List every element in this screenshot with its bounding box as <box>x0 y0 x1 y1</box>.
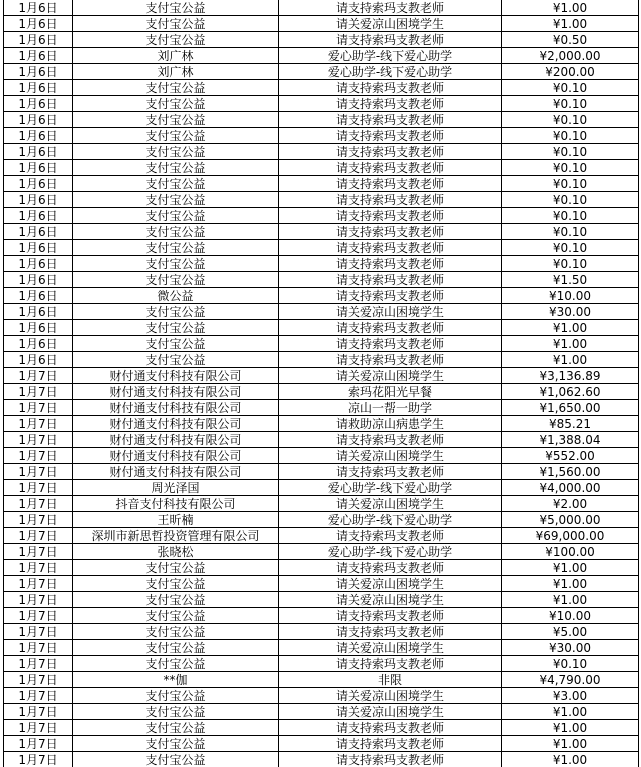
cell-donor[interactable]: 支付宝公益 <box>73 640 279 655</box>
table-row <box>4 592 639 608</box>
table-row <box>4 736 639 752</box>
cell-purpose[interactable]: 请支持索玛支教老师 <box>279 96 502 111</box>
table-row <box>4 496 639 512</box>
cell-purpose[interactable]: 请关爱凉山困境学生 <box>279 368 502 383</box>
cell-date[interactable]: 1月7日 <box>4 608 73 623</box>
cell-donor[interactable]: 支付宝公益 <box>73 624 279 639</box>
cell-donor[interactable]: 刘广林 <box>73 48 279 63</box>
cell-purpose[interactable]: 请支持索玛支教老师 <box>279 208 502 223</box>
table-row <box>4 480 639 496</box>
cell-date[interactable]: 1月6日 <box>4 224 73 239</box>
table-row <box>4 320 639 336</box>
cell-purpose[interactable]: 请支持索玛支教老师 <box>279 624 502 639</box>
table-row <box>4 48 639 64</box>
table-row <box>4 400 639 416</box>
cell-purpose[interactable]: 请支持索玛支教老师 <box>279 32 502 47</box>
cell-date[interactable]: 1月6日 <box>4 256 73 271</box>
cell-amount[interactable]: ¥4,000.00 <box>502 480 639 495</box>
cell-date[interactable]: 1月6日 <box>4 208 73 223</box>
cell-purpose[interactable]: 非限 <box>279 672 502 687</box>
cell-donor[interactable]: 刘广林 <box>73 64 279 79</box>
cell-amount[interactable]: ¥1.50 <box>502 272 639 287</box>
cell-donor[interactable]: 支付宝公益 <box>73 256 279 271</box>
cell-purpose[interactable]: 爱心助学-线下爱心助学 <box>279 512 502 527</box>
cell-amount[interactable]: ¥100.00 <box>502 544 639 559</box>
cell-donor[interactable]: 支付宝公益 <box>73 0 279 15</box>
cell-date[interactable]: 1月7日 <box>4 720 73 735</box>
cell-purpose[interactable]: 请支持索玛支教老师 <box>279 352 502 367</box>
cell-date[interactable]: 1月6日 <box>4 128 73 143</box>
cell-purpose[interactable]: 请救助凉山病患学生 <box>279 416 502 431</box>
table-row <box>4 352 639 368</box>
cell-amount[interactable]: ¥5,000.00 <box>502 512 639 527</box>
cell-date[interactable]: 1月6日 <box>4 0 73 15</box>
cell-date[interactable]: 1月6日 <box>4 272 73 287</box>
cell-amount[interactable]: ¥0.10 <box>502 224 639 239</box>
cell-purpose[interactable]: 请支持索玛支教老师 <box>279 256 502 271</box>
cell-amount[interactable]: ¥69,000.00 <box>502 528 639 543</box>
cell-donor[interactable]: 支付宝公益 <box>73 736 279 751</box>
cell-donor[interactable]: 支付宝公益 <box>73 16 279 31</box>
cell-donor[interactable]: 周光泽国 <box>73 480 279 495</box>
cell-date[interactable]: 1月6日 <box>4 32 73 47</box>
cell-date[interactable]: 1月6日 <box>4 176 73 191</box>
cell-date[interactable]: 1月7日 <box>4 752 73 767</box>
table-row <box>4 688 639 704</box>
cell-donor[interactable]: 支付宝公益 <box>73 688 279 703</box>
cell-donor[interactable]: 支付宝公益 <box>73 608 279 623</box>
cell-date[interactable]: 1月6日 <box>4 16 73 31</box>
cell-amount[interactable]: ¥0.50 <box>502 32 639 47</box>
cell-amount[interactable]: ¥1,388.04 <box>502 432 639 447</box>
cell-date[interactable]: 1月7日 <box>4 528 73 543</box>
cell-amount[interactable]: ¥0.10 <box>502 208 639 223</box>
cell-purpose[interactable]: 请支持索玛支教老师 <box>279 336 502 351</box>
cell-amount[interactable]: ¥0.10 <box>502 96 639 111</box>
cell-purpose[interactable]: 请关爱凉山困境学生 <box>279 304 502 319</box>
cell-purpose[interactable]: 请关爱凉山困境学生 <box>279 592 502 607</box>
cell-date[interactable]: 1月6日 <box>4 320 73 335</box>
table-row <box>4 528 639 544</box>
cell-purpose[interactable]: 请支持索玛支教老师 <box>279 464 502 479</box>
table-row <box>4 288 639 304</box>
cell-amount[interactable]: ¥1.00 <box>502 752 639 767</box>
table-row <box>4 240 639 256</box>
table-row <box>4 256 639 272</box>
cell-donor[interactable]: 支付宝公益 <box>73 96 279 111</box>
cell-amount[interactable]: ¥30.00 <box>502 304 639 319</box>
table-row <box>4 208 639 224</box>
cell-donor[interactable]: 支付宝公益 <box>73 720 279 735</box>
table-row <box>4 608 639 624</box>
table-row <box>4 112 639 128</box>
table-row <box>4 656 639 672</box>
cell-purpose[interactable]: 请支持索玛支教老师 <box>279 224 502 239</box>
cell-donor[interactable]: 支付宝公益 <box>73 112 279 127</box>
cell-amount[interactable]: ¥2,000.00 <box>502 48 639 63</box>
cell-donor[interactable]: 支付宝公益 <box>73 560 279 575</box>
cell-date[interactable]: 1月7日 <box>4 736 73 751</box>
cell-amount[interactable]: ¥5.00 <box>502 624 639 639</box>
cell-amount[interactable]: ¥3,136.89 <box>502 368 639 383</box>
cell-donor[interactable]: 支付宝公益 <box>73 192 279 207</box>
cell-donor[interactable]: 支付宝公益 <box>73 704 279 719</box>
cell-purpose[interactable]: 请支持索玛支教老师 <box>279 528 502 543</box>
table-row <box>4 224 639 240</box>
cell-amount[interactable]: ¥1,062.60 <box>502 384 639 399</box>
cell-donor[interactable]: 财付通支付科技有限公司 <box>73 384 279 399</box>
cell-amount[interactable]: ¥0.10 <box>502 80 639 95</box>
cell-date[interactable]: 1月7日 <box>4 656 73 671</box>
cell-date[interactable]: 1月7日 <box>4 416 73 431</box>
table-row <box>4 96 639 112</box>
cell-amount[interactable]: ¥0.10 <box>502 656 639 671</box>
cell-donor[interactable]: 支付宝公益 <box>73 128 279 143</box>
cell-purpose[interactable]: 请关爱凉山困境学生 <box>279 496 502 511</box>
cell-amount[interactable]: ¥1.00 <box>502 560 639 575</box>
cell-purpose[interactable]: 请支持索玛支教老师 <box>279 288 502 303</box>
table-row <box>4 720 639 736</box>
cell-purpose[interactable]: 索玛花阳光早餐 <box>279 384 502 399</box>
cell-purpose[interactable]: 请支持索玛支教老师 <box>279 112 502 127</box>
cell-amount[interactable]: ¥200.00 <box>502 64 639 79</box>
cell-amount[interactable]: ¥1.00 <box>502 736 639 751</box>
cell-donor[interactable]: 微公益 <box>73 288 279 303</box>
cell-date[interactable]: 1月6日 <box>4 352 73 367</box>
cell-purpose[interactable]: 请支持索玛支教老师 <box>279 240 502 255</box>
cell-amount[interactable]: ¥1,650.00 <box>502 400 639 415</box>
cell-date[interactable]: 1月7日 <box>4 480 73 495</box>
table-row <box>4 560 639 576</box>
cell-purpose[interactable]: 请关爱凉山困境学生 <box>279 576 502 591</box>
cell-date[interactable]: 1月6日 <box>4 192 73 207</box>
table-row <box>4 384 639 400</box>
table-row <box>4 304 639 320</box>
table-row <box>4 160 639 176</box>
table-row <box>4 416 639 432</box>
cell-date[interactable]: 1月7日 <box>4 384 73 399</box>
cell-purpose[interactable]: 请关爱凉山困境学生 <box>279 448 502 463</box>
cell-amount[interactable]: ¥0.10 <box>502 112 639 127</box>
cell-donor[interactable]: 支付宝公益 <box>73 576 279 591</box>
cell-date[interactable]: 1月7日 <box>4 704 73 719</box>
cell-amount[interactable]: ¥85.21 <box>502 416 639 431</box>
cell-purpose[interactable]: 请支持索玛支教老师 <box>279 144 502 159</box>
cell-donor[interactable]: 支付宝公益 <box>73 32 279 47</box>
cell-purpose[interactable]: 请支持索玛支教老师 <box>279 720 502 735</box>
cell-donor[interactable]: 支付宝公益 <box>73 208 279 223</box>
cell-purpose[interactable]: 请支持索玛支教老师 <box>279 160 502 175</box>
table-row <box>4 192 639 208</box>
cell-purpose[interactable]: 请支持索玛支教老师 <box>279 560 502 575</box>
cell-purpose[interactable]: 请支持索玛支教老师 <box>279 0 502 15</box>
cell-donor[interactable]: 财付通支付科技有限公司 <box>73 464 279 479</box>
cell-amount[interactable]: ¥4,790.00 <box>502 672 639 687</box>
donation-table <box>3 0 639 767</box>
cell-donor[interactable]: 支付宝公益 <box>73 80 279 95</box>
cell-amount[interactable]: ¥1.00 <box>502 336 639 351</box>
table-row <box>4 144 639 160</box>
cell-purpose[interactable]: 请支持索玛支教老师 <box>279 736 502 751</box>
cell-donor[interactable]: 支付宝公益 <box>73 656 279 671</box>
cell-date[interactable]: 1月7日 <box>4 464 73 479</box>
cell-date[interactable]: 1月7日 <box>4 400 73 415</box>
cell-donor[interactable]: 支付宝公益 <box>73 272 279 287</box>
cell-date[interactable]: 1月6日 <box>4 336 73 351</box>
cell-date[interactable]: 1月6日 <box>4 96 73 111</box>
cell-donor[interactable]: 深圳市新思哲投资管理有限公司 <box>73 528 279 543</box>
cell-date[interactable]: 1月6日 <box>4 240 73 255</box>
table-row <box>4 64 639 80</box>
cell-amount[interactable]: ¥0.10 <box>502 192 639 207</box>
cell-date[interactable]: 1月7日 <box>4 560 73 575</box>
cell-purpose[interactable]: 请支持索玛支教老师 <box>279 128 502 143</box>
table-row <box>4 640 639 656</box>
cell-purpose[interactable]: 请支持索玛支教老师 <box>279 320 502 335</box>
cell-amount[interactable]: ¥0.10 <box>502 160 639 175</box>
table-row <box>4 464 639 480</box>
cell-purpose[interactable]: 爱心助学-线下爱心助学 <box>279 64 502 79</box>
cell-purpose[interactable]: 爱心助学-线下爱心助学 <box>279 480 502 495</box>
table-row <box>4 704 639 720</box>
cell-purpose[interactable]: 爱心助学-线下爱心助学 <box>279 544 502 559</box>
table-row <box>4 32 639 48</box>
table-row <box>4 512 639 528</box>
cell-date[interactable]: 1月7日 <box>4 432 73 447</box>
cell-donor[interactable]: 财付通支付科技有限公司 <box>73 400 279 415</box>
cell-purpose[interactable]: 请关爱凉山困境学生 <box>279 16 502 31</box>
cell-date[interactable]: 1月7日 <box>4 448 73 463</box>
cell-amount[interactable]: ¥552.00 <box>502 448 639 463</box>
cell-date[interactable]: 1月6日 <box>4 304 73 319</box>
cell-date[interactable]: 1月6日 <box>4 80 73 95</box>
cell-amount[interactable]: ¥0.10 <box>502 128 639 143</box>
cell-purpose[interactable]: 请支持索玛支教老师 <box>279 176 502 191</box>
cell-donor[interactable]: 支付宝公益 <box>73 592 279 607</box>
cell-donor[interactable]: 支付宝公益 <box>73 240 279 255</box>
cell-amount[interactable]: ¥1.00 <box>502 320 639 335</box>
cell-purpose[interactable]: 请支持索玛支教老师 <box>279 608 502 623</box>
table-row <box>4 368 639 384</box>
cell-purpose[interactable]: 凉山一帮一助学 <box>279 400 502 415</box>
cell-amount[interactable]: ¥1.00 <box>502 704 639 719</box>
table-row <box>4 432 639 448</box>
cell-amount[interactable]: ¥2.00 <box>502 496 639 511</box>
table-row <box>4 576 639 592</box>
cell-donor[interactable]: 支付宝公益 <box>73 144 279 159</box>
table-row <box>4 624 639 640</box>
cell-purpose[interactable]: 请关爱凉山困境学生 <box>279 640 502 655</box>
cell-donor[interactable]: **伽 <box>73 672 279 687</box>
cell-date[interactable]: 1月6日 <box>4 48 73 63</box>
cell-amount[interactable]: ¥3.00 <box>502 688 639 703</box>
cell-amount[interactable]: ¥0.10 <box>502 240 639 255</box>
cell-date[interactable]: 1月6日 <box>4 112 73 127</box>
table-row <box>4 448 639 464</box>
cell-date[interactable]: 1月6日 <box>4 144 73 159</box>
cell-donor[interactable]: 支付宝公益 <box>73 224 279 239</box>
cell-amount[interactable]: ¥1.00 <box>502 592 639 607</box>
cell-purpose[interactable]: 请支持索玛支教老师 <box>279 752 502 767</box>
cell-donor[interactable]: 支付宝公益 <box>73 176 279 191</box>
cell-amount[interactable]: ¥1.00 <box>502 16 639 31</box>
table-row <box>4 80 639 96</box>
cell-purpose[interactable]: 请支持索玛支教老师 <box>279 80 502 95</box>
cell-donor[interactable]: 财付通支付科技有限公司 <box>73 416 279 431</box>
cell-purpose[interactable]: 请支持索玛支教老师 <box>279 656 502 671</box>
cell-date[interactable]: 1月7日 <box>4 368 73 383</box>
cell-purpose[interactable]: 请关爱凉山困境学生 <box>279 688 502 703</box>
cell-donor[interactable]: 财付通支付科技有限公司 <box>73 448 279 463</box>
cell-purpose[interactable]: 请支持索玛支教老师 <box>279 192 502 207</box>
cell-date[interactable]: 1月7日 <box>4 512 73 527</box>
cell-amount[interactable]: ¥10.00 <box>502 608 639 623</box>
cell-date[interactable]: 1月7日 <box>4 640 73 655</box>
table-row <box>4 752 639 767</box>
cell-amount[interactable]: ¥10.00 <box>502 288 639 303</box>
cell-date[interactable]: 1月7日 <box>4 592 73 607</box>
cell-amount[interactable]: ¥30.00 <box>502 640 639 655</box>
table-row <box>4 544 639 560</box>
cell-date[interactable]: 1月7日 <box>4 624 73 639</box>
table-row <box>4 272 639 288</box>
cell-amount[interactable]: ¥0.10 <box>502 176 639 191</box>
cell-donor[interactable]: 支付宝公益 <box>73 752 279 767</box>
cell-amount[interactable]: ¥1.00 <box>502 352 639 367</box>
cell-purpose[interactable]: 爱心助学-线下爱心助学 <box>279 48 502 63</box>
cell-donor[interactable]: 支付宝公益 <box>73 336 279 351</box>
cell-date[interactable]: 1月7日 <box>4 688 73 703</box>
cell-donor[interactable]: 支付宝公益 <box>73 304 279 319</box>
cell-amount[interactable]: ¥0.10 <box>502 144 639 159</box>
cell-amount[interactable]: ¥1.00 <box>502 0 639 15</box>
cell-amount[interactable]: ¥1,560.00 <box>502 464 639 479</box>
cell-amount[interactable]: ¥0.10 <box>502 256 639 271</box>
table-row <box>4 16 639 32</box>
cell-date[interactable]: 1月7日 <box>4 576 73 591</box>
cell-date[interactable]: 1月7日 <box>4 544 73 559</box>
cell-date[interactable]: 1月6日 <box>4 288 73 303</box>
cell-donor[interactable]: 张晓松 <box>73 544 279 559</box>
table-row <box>4 336 639 352</box>
cell-amount[interactable]: ¥1.00 <box>502 720 639 735</box>
cell-donor[interactable]: 支付宝公益 <box>73 160 279 175</box>
cell-date[interactable]: 1月7日 <box>4 672 73 687</box>
table-row <box>4 128 639 144</box>
table-row <box>4 176 639 192</box>
cell-purpose[interactable]: 请支持索玛支教老师 <box>279 272 502 287</box>
cell-donor[interactable]: 财付通支付科技有限公司 <box>73 368 279 383</box>
cell-purpose[interactable]: 请关爱凉山困境学生 <box>279 704 502 719</box>
cell-purpose[interactable]: 请支持索玛支教老师 <box>279 432 502 447</box>
cell-date[interactable]: 1月7日 <box>4 496 73 511</box>
cell-donor[interactable]: 支付宝公益 <box>73 352 279 367</box>
cell-donor[interactable]: 抖音支付科技有限公司 <box>73 496 279 511</box>
cell-amount[interactable]: ¥1.00 <box>502 576 639 591</box>
cell-donor[interactable]: 支付宝公益 <box>73 320 279 335</box>
cell-donor[interactable]: 财付通支付科技有限公司 <box>73 432 279 447</box>
table-row <box>4 672 639 688</box>
cell-date[interactable]: 1月6日 <box>4 160 73 175</box>
cell-date[interactable]: 1月6日 <box>4 64 73 79</box>
cell-donor[interactable]: 王昕楠 <box>73 512 279 527</box>
table-row <box>4 0 639 16</box>
